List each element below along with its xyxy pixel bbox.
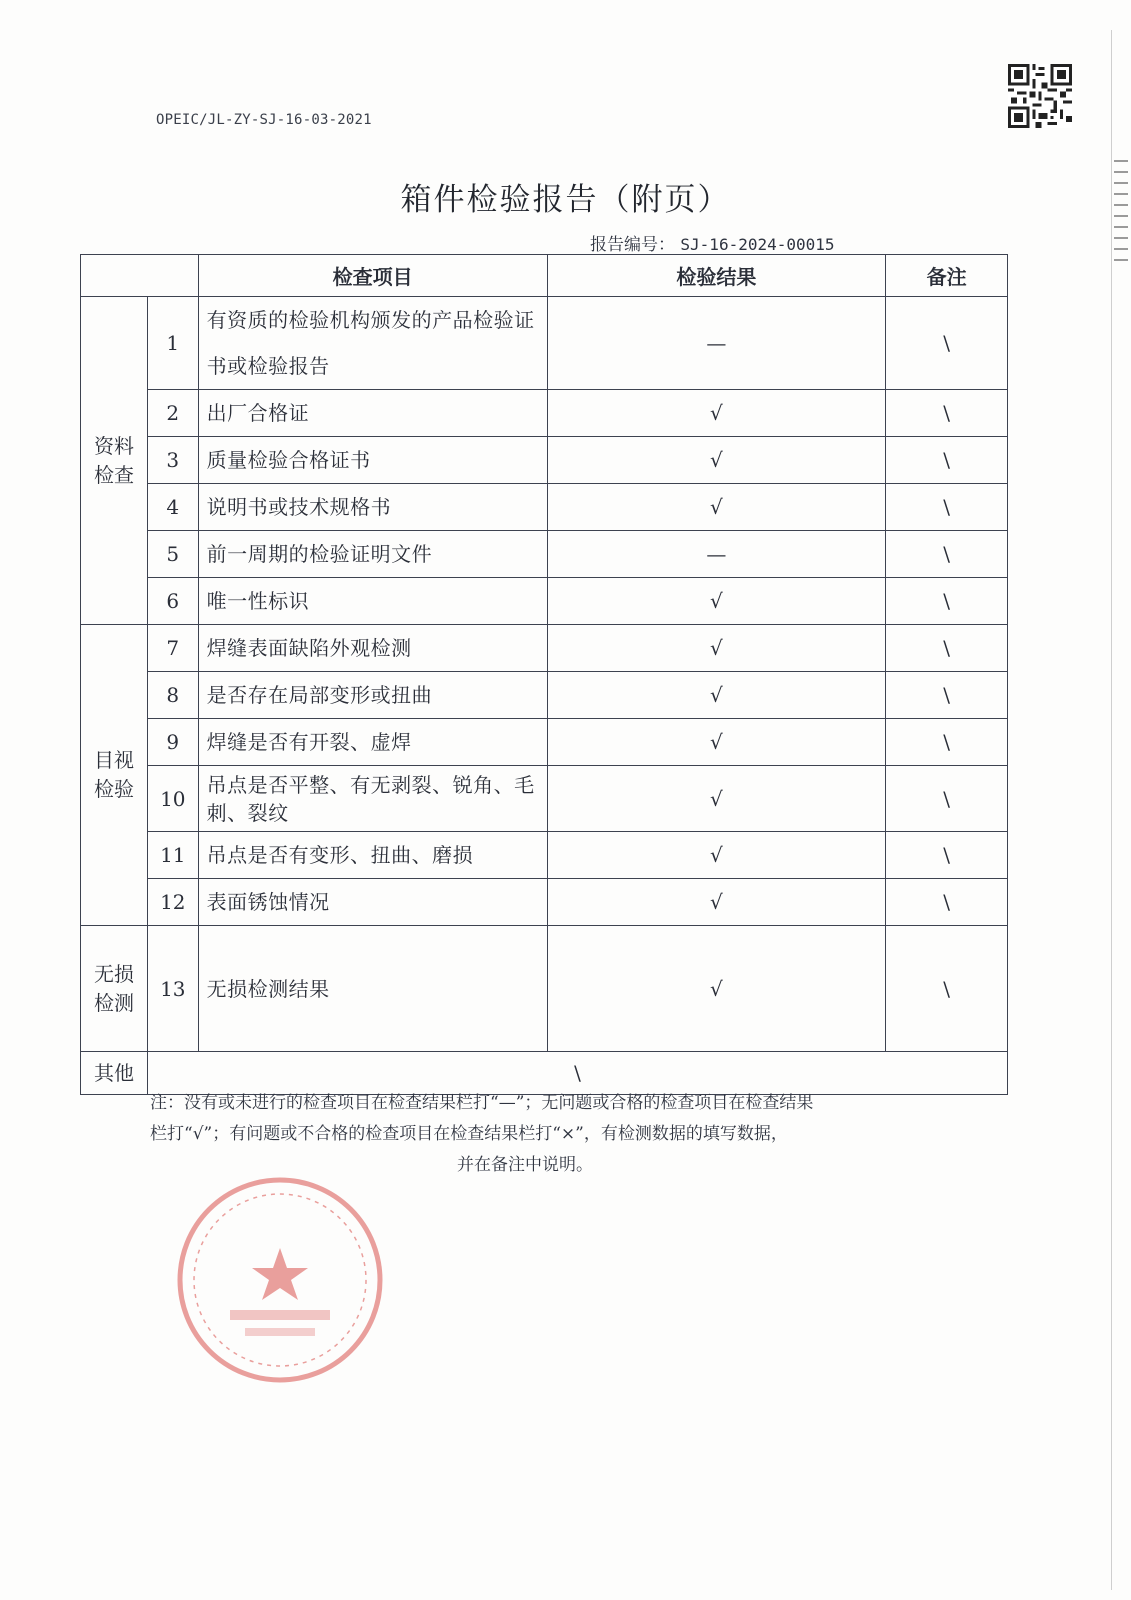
row-number: 11: [147, 832, 198, 879]
footnote-line-3: 并在备注中说明。: [457, 1155, 593, 1175]
row-result: √: [547, 625, 886, 672]
header-empty-cell: [81, 255, 199, 297]
group-visual: 目视检验: [81, 625, 148, 926]
row-number: 9: [147, 719, 198, 766]
row-item: 有资质的检验机构颁发的产品检验证书或检验报告: [198, 297, 547, 390]
row-number: 6: [147, 578, 198, 625]
footnote-line-1: 注：没有或未进行的检查项目在检查结果栏打“—”；无问题或合格的检查项目在检查结果: [150, 1093, 814, 1113]
row-number: 5: [147, 531, 198, 578]
other-value: \: [147, 1052, 1007, 1095]
table-row: [81, 437, 1008, 484]
row-result: √: [547, 484, 886, 531]
row-item: 表面锈蚀情况: [198, 879, 547, 926]
row-item: 说明书或技术规格书: [198, 484, 547, 531]
row-item: 吊点是否平整、有无剥裂、锐角、毛刺、裂纹: [198, 766, 547, 832]
row-note: \: [886, 390, 1008, 437]
footnote: [150, 1088, 940, 1181]
table-row: [81, 578, 1008, 625]
footnote-line-2: 栏打“√”；有问题或不合格的检查项目在检查结果栏打“×”，有检测数据的填写数据，: [150, 1124, 788, 1144]
report-number-label: 报告编号：: [590, 235, 675, 255]
qr-code-icon: [1008, 64, 1072, 128]
header-note: 备注: [886, 255, 1008, 297]
table-row: [81, 926, 1008, 1052]
row-number: 8: [147, 672, 198, 719]
row-note: \: [886, 625, 1008, 672]
row-number: 10: [147, 766, 198, 832]
row-item: 唯一性标识: [198, 578, 547, 625]
official-seal-stamp: [170, 1170, 390, 1390]
row-number: 2: [147, 390, 198, 437]
report-number-value: SJ-16-2024-00015: [680, 235, 835, 254]
row-result: —: [547, 297, 886, 390]
row-item: 无损检测结果: [198, 926, 547, 1052]
row-note: \: [886, 578, 1008, 625]
group-docs: 资料检查: [81, 297, 148, 625]
row-number: 3: [147, 437, 198, 484]
inspection-table: [80, 254, 1008, 1095]
row-item: 吊点是否有变形、扭曲、磨损: [198, 832, 547, 879]
row-item: 前一周期的检验证明文件: [198, 531, 547, 578]
row-note: \: [886, 672, 1008, 719]
row-note: \: [886, 879, 1008, 926]
row-number: 7: [147, 625, 198, 672]
table-row: [81, 719, 1008, 766]
row-number: 13: [147, 926, 198, 1052]
row-note: \: [886, 531, 1008, 578]
report-number: [590, 230, 835, 255]
row-note: \: [886, 297, 1008, 390]
page-edge-line: [1111, 30, 1112, 1590]
row-number: 4: [147, 484, 198, 531]
table-row: [81, 297, 1008, 390]
row-number: 12: [147, 879, 198, 926]
row-note: \: [886, 766, 1008, 832]
header-item: 检查项目: [198, 255, 547, 297]
row-result: √: [547, 926, 886, 1052]
table-row: [81, 832, 1008, 879]
table-row: [81, 484, 1008, 531]
row-result: √: [547, 879, 886, 926]
table-row: [81, 766, 1008, 832]
table-row: [81, 879, 1008, 926]
other-label: 其他: [81, 1052, 148, 1095]
row-result: √: [547, 578, 886, 625]
scan-edge-marks: [1114, 160, 1130, 320]
row-note: \: [886, 832, 1008, 879]
row-note: \: [886, 484, 1008, 531]
row-item: 出厂合格证: [198, 390, 547, 437]
row-item: 是否存在局部变形或扭曲: [198, 672, 547, 719]
row-item: 焊缝表面缺陷外观检测: [198, 625, 547, 672]
table-header-row: [81, 255, 1008, 297]
row-item: 焊缝是否有开裂、虚焊: [198, 719, 547, 766]
row-note: \: [886, 719, 1008, 766]
row-result: √: [547, 390, 886, 437]
row-result: √: [547, 672, 886, 719]
row-result: —: [547, 531, 886, 578]
header-result: 检验结果: [547, 255, 886, 297]
row-note: \: [886, 926, 1008, 1052]
row-result: √: [547, 719, 886, 766]
row-item: 质量检验合格证书: [198, 437, 547, 484]
row-result: √: [547, 832, 886, 879]
row-note: \: [886, 437, 1008, 484]
row-result: √: [547, 437, 886, 484]
row-result: √: [547, 766, 886, 832]
group-ndt: 无损检测: [81, 926, 148, 1052]
page-title: 箱件检验报告（附页）: [400, 182, 731, 218]
document-code: OPEIC/JL-ZY-SJ-16-03-2021: [156, 112, 372, 128]
table-row: [81, 672, 1008, 719]
table-row: [81, 390, 1008, 437]
row-number: 1: [147, 297, 198, 390]
table-row: [81, 625, 1008, 672]
table-row: [81, 531, 1008, 578]
